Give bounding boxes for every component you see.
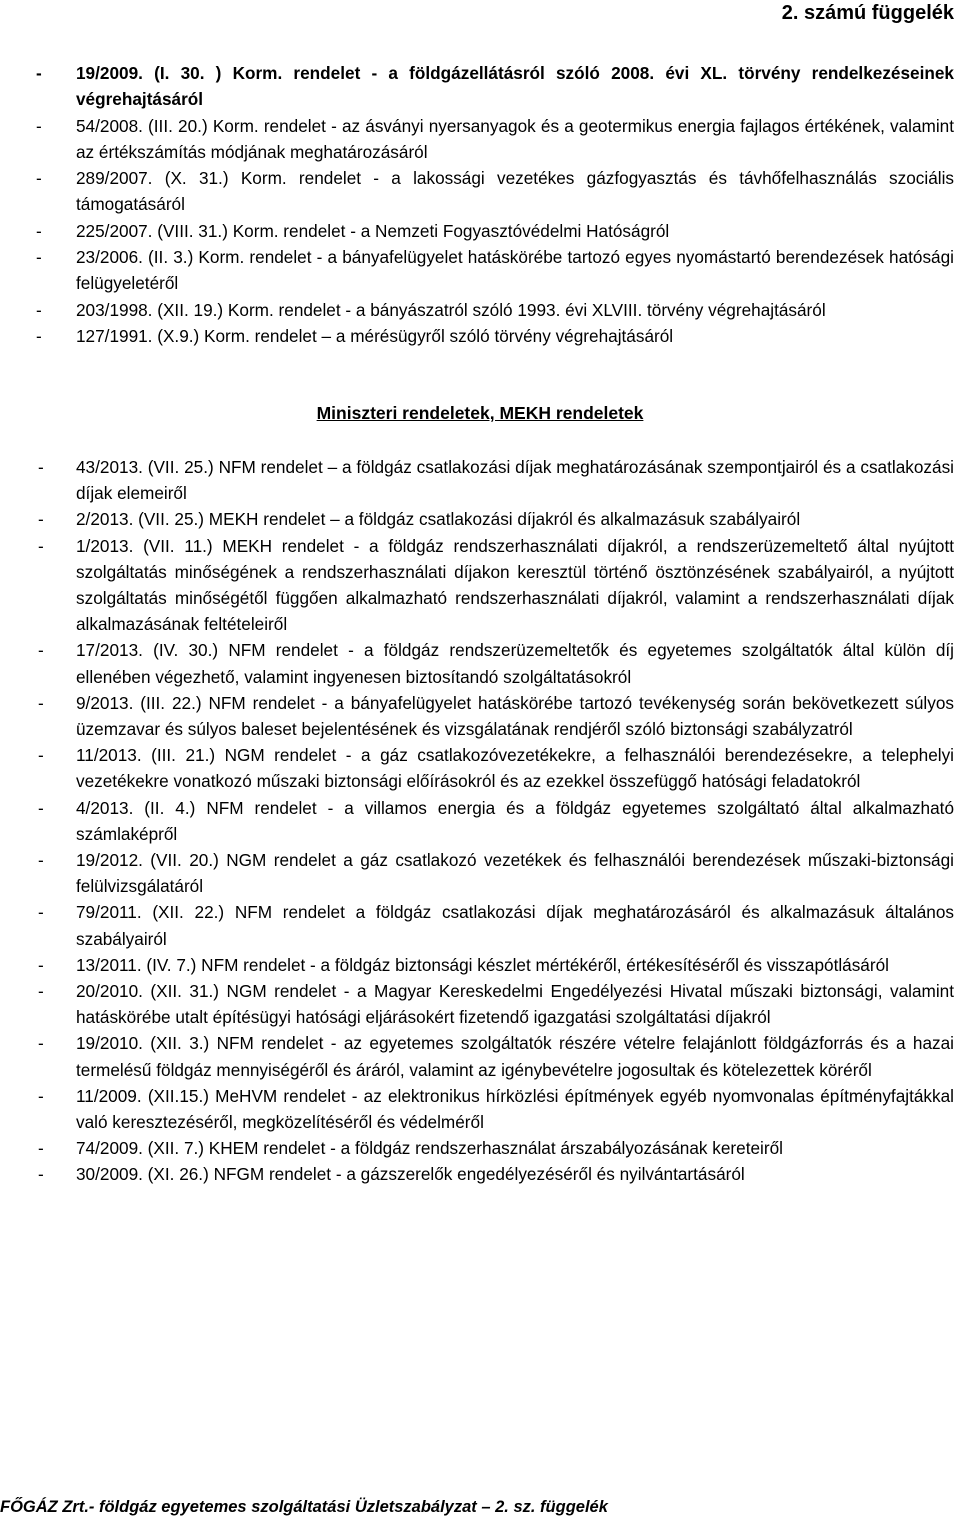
list-item xyxy=(0,978,960,1030)
list-item xyxy=(0,218,960,244)
decree-text: 19/2009. (I. 30. ) Korm. rendelet - a földgázellátásról szóló 2008. évi XL. törvény rendelkezéseinek végrehajtásáról xyxy=(76,63,954,110)
bullet-dash: - xyxy=(36,247,42,268)
decree-text: 20/2010. (XII. 31.) NGM rendelet - a Magyar Kereskedelmi Engedélyezési Hivatal műszaki biztonsági, valamint hatáskörébe utalt építésügyi hatósági eljárásokért fizetendő igazgatási szolgáltatási díjakról xyxy=(76,981,954,1028)
list-item xyxy=(0,847,960,899)
decree-text: 127/1991. (X.9.) Korm. rendelet – a mérésügyről szóló törvény végrehajtásáról xyxy=(76,325,674,346)
decree-text: 19/2010. (XII. 3.) NFM rendelet - az egyetemes szolgáltatók részére vételre felajánlott földgázforrás és a hazai termelésű földgáz mennyiségéről és áráról, valamint az igénybevételre jogosultak és kötelezettek köréről xyxy=(76,1033,954,1080)
decree-text: 9/2013. (III. 22.) NFM rendelet - a bányafelügyelet hatáskörébe tartozó tevékenység során bekövetkezett súlyos üzemzavar és súlyos baleset bejelentésének és vizsgálatának rendjéről szóló biztonsági szabályzatról xyxy=(76,692,954,740)
decree-text: 225/2007. (VIII. 31.) Korm. rendelet - a Nemzeti Fogyasztóvédelmi Hatóságról xyxy=(76,220,670,241)
bullet-dash: - xyxy=(38,692,44,713)
bullet-dash: - xyxy=(38,902,44,923)
page-footer: FŐGÁZ Zrt.- földgáz egyetemes szolgáltatási Üzletszabályzat – 2. sz. függelék xyxy=(0,1498,608,1516)
decree-text: 11/2013. (III. 21.) NGM rendelet - a gáz csatlakozóvezetékekre, a felhasználói berendezésekre, a telephelyi vezetékekre vonatkozó műszaki biztonsági előírásokról és az ezekkel összefüggő hatósági feladatokról xyxy=(76,745,954,792)
decree-text: 289/2007. (X. 31.) Korm. rendelet - a lakossági vezetékes gázfogyasztás és távhőfelhasználás szociális támogatásáról xyxy=(76,168,954,215)
list-item xyxy=(0,165,960,218)
decree-text: 4/2013. (II. 4.) NFM rendelet - a villamos energia és a földgáz egyetemes szolgáltató által alkalmazható számlaképről xyxy=(76,797,954,844)
list-item xyxy=(0,113,960,166)
list-item xyxy=(0,795,960,847)
decree-text: 54/2008. (III. 20.) Korm. rendelet - az ásványi nyersanyagok és a geotermikus energia fajlagos értékének, valamint az értékszámítás módjának meghatározásáról xyxy=(76,115,954,162)
decree-text: 203/1998. (XII. 19.) Korm. rendelet - a bányászatról szóló 1993. évi XLVIII. törvény végrehajtásáról xyxy=(76,299,826,320)
bullet-dash: - xyxy=(38,797,44,818)
list-item xyxy=(0,952,960,978)
list-item xyxy=(0,1161,960,1187)
bullet-dash: - xyxy=(36,168,42,189)
bullet-dash: - xyxy=(38,1033,44,1054)
bullet-dash: - xyxy=(38,640,44,661)
bullet-dash: - xyxy=(38,981,44,1002)
list-item xyxy=(0,637,960,689)
list-item xyxy=(0,742,960,794)
bullet-dash: - xyxy=(38,509,44,530)
decree-text: 11/2009. (XII.15.) MeHVM rendelet - az elektronikus hírközlési építmények egyéb nyomvonalas építményfajtákkal való keresztezéséről, megközelítéséről és védelméről xyxy=(76,1085,954,1133)
bullet-dash: - xyxy=(36,63,42,83)
section-heading: Miniszteri rendeletek, MEKH rendeletek xyxy=(316,403,644,423)
bullet-dash: - xyxy=(36,325,42,346)
list-item xyxy=(0,1135,960,1161)
list-item xyxy=(0,899,960,951)
bullet-dash: - xyxy=(38,457,44,477)
list-item xyxy=(0,1030,960,1082)
list-item xyxy=(0,506,960,532)
decree-text: 19/2012. (VII. 20.) NGM rendelet a gáz csatlakozó vezetékek és felhasználói berendezések műszaki-biztonsági felülvizsgálatáról xyxy=(76,850,954,897)
decree-text: 23/2006. (II. 3.) Korm. rendelet - a bányafelügyelet hatáskörébe tartozó egyes nyomástartó berendezések hatósági felügyeletéről xyxy=(76,247,954,294)
decree-text: 2/2013. (VII. 25.) MEKH rendelet – a földgáz csatlakozási díjakról és alkalmazásuk szabályairól xyxy=(76,509,801,530)
bullet-dash: - xyxy=(36,299,42,320)
decree-text: 13/2011. (IV. 7.) NFM rendelet - a földgáz biztonsági készlet mértékéről, értékesítéséről és visszapótlásáról xyxy=(76,954,889,975)
decree-text: 74/2009. (XII. 7.) KHEM rendelet - a földgáz rendszerhasználat árszabályozásának kereteiről xyxy=(76,1138,783,1159)
decree-text: 79/2011. (XII. 22.) NFM rendelet a földgáz csatlakozási díjak meghatározásáról és alkalmazásuk általános szabályairól xyxy=(76,902,954,949)
decree-text: 43/2013. (VII. 25.) NFM rendelet – a földgáz csatlakozási díjak meghatározásának szempontjairól és a csatlakozási díjak elemeiről xyxy=(76,457,954,504)
list-item xyxy=(0,323,960,349)
list-item xyxy=(0,244,960,297)
government-decree-list xyxy=(0,60,960,349)
bullet-dash: - xyxy=(38,535,44,556)
bullet-dash: - xyxy=(38,954,44,975)
bullet-dash: - xyxy=(38,1138,44,1159)
decree-text: 1/2013. (VII. 11.) MEKH rendelet - a földgáz rendszerhasználati díjakról, a rendszerüzemeltető által nyújtott szolgáltatás minőségének a rendszerhasználati díjakon keresztül történő ösztönzésének szabályairól, a nyújtott szolgáltatás minőségétől függően alkalmazható rendszerhasználati díjakról, valamint a rendszerhasználati díjak alkalmazásának feltételeiről xyxy=(76,535,954,635)
bullet-dash: - xyxy=(38,850,44,871)
decree-text: 17/2013. (IV. 30.) NFM rendelet - a földgáz rendszerüzemeltetők és egyetemes szolgáltatók által külön díj ellenében végezhető, valamint ingyenesen biztosítandó szolgáltatásokról xyxy=(76,640,954,687)
list-item xyxy=(0,690,960,742)
decree-text: 30/2009. (XI. 26.) NFGM rendelet - a gázszerelők engedélyezéséről és nyilvántartásáról xyxy=(76,1164,745,1185)
bullet-dash: - xyxy=(36,115,42,136)
bullet-dash: - xyxy=(36,220,42,241)
list-item xyxy=(0,454,960,506)
bullet-dash: - xyxy=(38,745,44,766)
list-item xyxy=(0,297,960,323)
appendix-title: 2. számú függelék xyxy=(781,2,954,24)
ministerial-decree-list xyxy=(0,454,960,1188)
list-item xyxy=(0,1083,960,1135)
list-item xyxy=(0,60,960,113)
bullet-dash: - xyxy=(38,1164,44,1185)
list-item xyxy=(0,533,960,638)
bullet-dash: - xyxy=(38,1085,44,1106)
